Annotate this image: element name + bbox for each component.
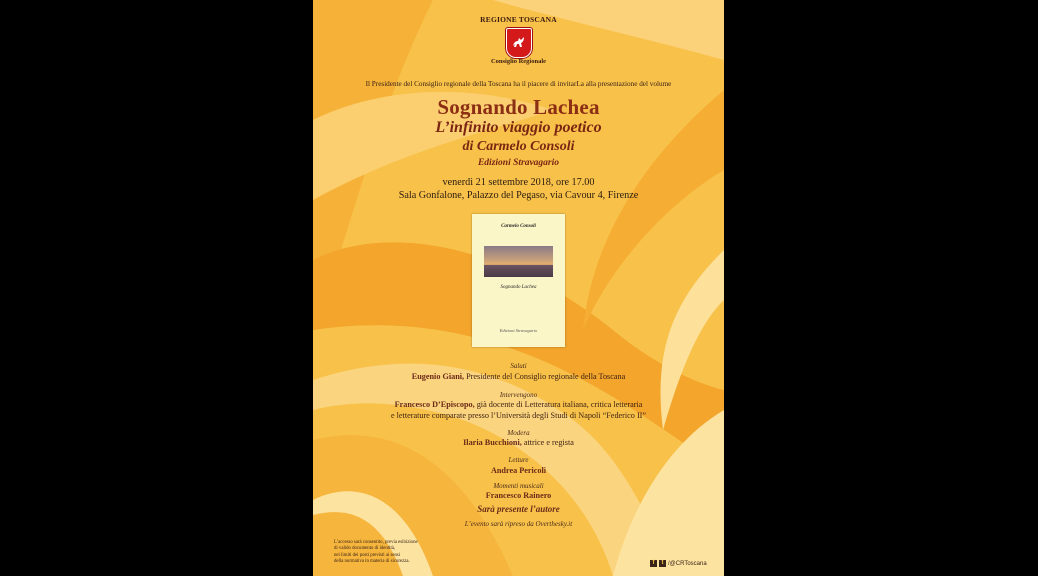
cover-sunset-photo <box>484 246 553 277</box>
speaker-line <box>313 400 724 409</box>
readings-label: Letture <box>508 456 529 464</box>
moderator-label: Modera <box>507 429 530 437</box>
access-note-line: nei limiti dei posti previsti ai sensi <box>334 552 401 558</box>
cover-author: Carmelo Consoli <box>501 224 536 229</box>
access-note-line: di valido documento di identità, <box>334 546 396 552</box>
access-note-line: L’accesso sarà consentito, previa esibizione <box>334 540 418 545</box>
reader-name: Andrea Pericoli <box>490 466 547 475</box>
cover-title: Sognando Lachea <box>500 285 537 290</box>
twitter-icon[interactable]: t <box>659 560 666 567</box>
saluti-line <box>313 372 724 381</box>
speaker-role-2: e letterature comparate presso l’Università degli Studi di Napoli “Federico II” <box>390 411 647 420</box>
access-note-line: della normativa in materia di sicurezza. <box>334 559 410 565</box>
social-links <box>650 559 707 568</box>
moderator-line <box>313 438 724 447</box>
event-poster <box>313 0 724 576</box>
stream-note: L’evento sarà ripreso da Overthesky.it <box>464 520 573 528</box>
book-cover-image <box>472 214 565 347</box>
musician-name: Francesco Rainero <box>485 491 552 500</box>
saluti-name: Eugenio Giani, <box>411 372 465 381</box>
social-handle: /@CRToscana <box>668 560 707 567</box>
book-subtitle: L’infinito viaggio poetico <box>435 119 602 136</box>
organization-name: REGIONE TOSCANA <box>480 15 557 24</box>
moderator-name: Ilaria Bucchioni, <box>463 438 522 447</box>
saluti-label: Saluti <box>510 362 527 370</box>
event-date: venerdì 21 settembre 2018, ore 17.00 <box>442 177 595 188</box>
saluti-role: Presidente del Consiglio regionale della Toscana <box>464 372 626 381</box>
speaker-name: Francesco D’Episcopo, <box>394 400 475 409</box>
region-emblem <box>506 28 532 58</box>
access-note <box>334 540 444 566</box>
book-title: Sognando Lachea <box>437 95 600 119</box>
author-present-note: Sarà presente l’autore <box>477 504 560 514</box>
interventions-label: Intervengono <box>499 391 538 399</box>
moderator-role: attrice e regista <box>521 438 574 447</box>
speaker-role-1: già docente di Letteratura italiana, critica letteraria <box>474 400 643 409</box>
event-venue: Sala Gonfalone, Palazzo del Pegaso, via Cavour 4, Firenze <box>398 190 639 201</box>
book-publisher: Edizioni Stravagario <box>477 158 560 168</box>
pegasus-icon <box>510 33 528 51</box>
cover-publisher: Edizioni Stravagario <box>499 328 538 333</box>
musical-label: Momenti musicali <box>493 482 544 490</box>
facebook-icon[interactable]: f <box>650 560 657 567</box>
book-author: di Carmelo Consoli <box>462 139 575 154</box>
invitation-text: Il Presidente del Consiglio regionale della Toscana ha il piacere di invitarLa alla presentazione del volume <box>365 80 672 88</box>
council-name: Consiglio Regionale <box>490 58 547 65</box>
